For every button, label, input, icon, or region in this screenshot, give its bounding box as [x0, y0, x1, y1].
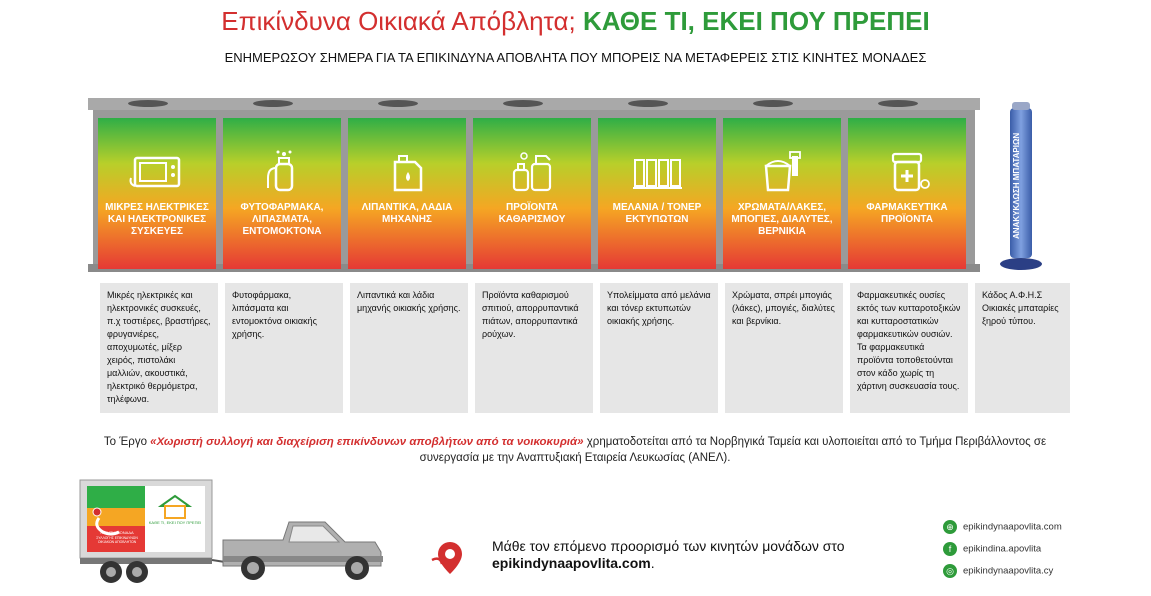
- cta-line: Μάθε τον επόμενο προορισμό των κινητών μονάδων στο: [492, 538, 845, 554]
- title-question: Επικίνδυνα Οικιακά Απόβλητα;: [221, 6, 576, 36]
- project-statement: [80, 434, 1070, 466]
- social-instagram[interactable]: [943, 564, 1053, 578]
- truck-logo-text: ΚΑΘΕ ΤΙ, ΕΚΕΙ ΠΟΥ ΠΡΕΠΕΙ: [148, 520, 202, 525]
- desc-paints-solvents: Χρώματα, σπρέι μπογιάς (λάκες), μπογιές, διαλύτες και βερνίκια.: [725, 283, 843, 413]
- cleaning-products-icon: [504, 148, 560, 194]
- bin-label: ΦΑΡΜΑΚΕΥΤΙΚΑ ΠΡΟΪΟΝΤΑ: [866, 202, 948, 225]
- cta-website-link[interactable]: epikindynaapovlita.com: [492, 555, 651, 571]
- title-slogan: ΚΑΘΕ ΤΙ, ΕΚΕΙ ΠΟΥ ΠΡΕΠΕΙ: [582, 6, 930, 36]
- project-title: «Χωριστή συλλογή και διαχείριση επικίνδυνων αποβλήτων από τα νοικοκυριά»: [150, 436, 584, 448]
- bin-label: ΛΙΠΑΝΤΙΚΑ, ΛΑΔΙΑ ΜΗΧΑΝΗΣ: [361, 202, 453, 225]
- bin-label: ΦΥΤΟΦΑΡΜΑΚΑ, ΛΙΠΑΣΜΑΤΑ, ΕΝΤΟΜΟΚΤΟΝΑ: [240, 202, 324, 237]
- microwave-icon: [129, 148, 185, 194]
- bin-small-electronics: [98, 118, 216, 269]
- bin-label: ΠΡΟΪΟΝΤΑ ΚΑΘΑΡΙΣΜΟΥ: [498, 202, 566, 225]
- cta-dot: .: [650, 555, 655, 571]
- bin-lubricants: [348, 118, 466, 269]
- paint-bucket-icon: [754, 148, 810, 194]
- page-title: [0, 6, 1151, 37]
- instagram-icon: ◎: [943, 564, 957, 578]
- oil-can-icon: [379, 148, 435, 194]
- bin-opening: [753, 100, 793, 107]
- battery-base: [1000, 258, 1042, 270]
- truck-sign-line3: ΟΙΚΙΑΚΩΝ ΑΠΟΒΛΗΤΩΝ: [97, 540, 137, 544]
- spray-bottle-icon: [254, 148, 310, 194]
- ink-cartridges-icon: [629, 148, 685, 194]
- desc-ink-toner: Υπολείμματα από μελάνια και τόνερ εκτυπωτών οικιακής χρήσης.: [600, 283, 718, 413]
- bin-cleaning-products: [473, 118, 591, 269]
- desc-small-electronics: Μικρές ηλεκτρικές και ηλεκτρονικές συσκευές, π.χ τοστιέρες, βραστήρες, φρυγανιέρες, αποχυμωτές, μίξερ χειρός, πιστολάκι μαλλιών, ακουστικά, ηλεκτρικό θερμόμετρα, τηλέφωνα.: [100, 283, 218, 413]
- bin-label: ΜΕΛΑΝΙΑ / ΤΟΝΕΡ ΕΚΤΥΠΩΤΩΝ: [612, 202, 702, 225]
- facebook-icon: f: [943, 542, 957, 556]
- page-subtitle: ΕΝΗΜΕΡΩΣΟΥ ΣΗΜΕΡΑ ΓΙΑ ΤΑ ΕΠΙΚΙΝΔΥΝΑ ΑΠΟΒΛΗΤΑ ΠΟΥ ΜΠΟΡΕΙΣ ΝΑ ΜΕΤΑΦΕΡΕΙΣ ΣΤΙΣ ΚΙΝΗΤΕΣ ΜΟΝΑΔΕΣ: [224, 50, 927, 65]
- bin-opening: [628, 100, 668, 107]
- bin-pesticides: [223, 118, 341, 269]
- battery-recycling-bin: [1000, 102, 1042, 274]
- battery-cap: [1012, 102, 1030, 110]
- social-facebook[interactable]: [943, 542, 1041, 556]
- desc-pesticides: Φυτοφάρμακα, λιπάσματα και εντομοκτόνα οικιακής χρήσης.: [225, 283, 343, 413]
- medicine-bottle-icon: [879, 148, 935, 194]
- project-prefix: Το Έργο: [103, 436, 147, 448]
- project-funding: χρηματοδοτείται από τα Νορβηγικά Ταμεία και υλοποιείται από το Τμήμα Περιβάλλοντος σε συνεργασία με την Αναπτυξιακή Εταιρεία Λευκωσίας (ΑΝΕΛ).: [419, 436, 1047, 464]
- social-website[interactable]: [943, 520, 1062, 534]
- battery-label: ΑΝΑΚΥΚΛΩΣΗ ΜΠΑΤΑΡΙΩΝ: [1012, 132, 1021, 240]
- bin-pharmaceuticals: [848, 118, 966, 269]
- desc-cleaning-products: Προϊόντα καθαρισμού σπιτιού, απορρυπαντικά πιάτων, απορρυπαντικά ρούχων.: [475, 283, 593, 413]
- bin-opening: [128, 100, 168, 107]
- desc-batteries: Κάδος Α.Φ.Η.Σ Οικιακές μπαταρίες ξηρού τύπου.: [975, 283, 1070, 413]
- cta-text: [492, 538, 845, 572]
- social-facebook-text: epikindina.apovlita: [963, 543, 1042, 555]
- truck-sign-line2: ΣΥΛΛΟΓΗΣ ΕΠΙΚΙΝΔΥΝΩΝ: [96, 536, 138, 540]
- bin-opening: [878, 100, 918, 107]
- desc-pharmaceuticals: Φαρμακευτικές ουσίες εκτός των κυτταροτοξικών και κυτταροστατικών φαρμακευτικών ουσιών. Τα φαρμακευτικά προϊόντα τοποθετούνται στον κάδο χωρίς τη χάρτινη συσκευασία τους.: [850, 283, 968, 413]
- unit-top-lid: [88, 98, 980, 110]
- bin-paints-solvents: [723, 118, 841, 269]
- social-instagram-text: epikindynaapovlita.cy: [963, 565, 1054, 577]
- mobile-unit-truck: [75, 478, 415, 588]
- bin-ink-toner: [598, 118, 716, 269]
- globe-icon: ⊕: [943, 520, 957, 534]
- bin-opening: [503, 100, 543, 107]
- bin-label: ΧΡΩΜΑΤΑ/ΛΑΚΕΣ, ΜΠΟΓΙΕΣ, ΔΙΑΛΥΤΕΣ, ΒΕΡΝΙΚΙΑ: [731, 202, 833, 237]
- bin-label: ΜΙΚΡΕΣ ΗΛΕΚΤΡΙΚΕΣ ΚΑΙ ΗΛΕΚΤΡΟΝΙΚΕΣ ΣΥΣΚΕΥΕΣ: [105, 202, 209, 237]
- social-website-text: epikindynaapovlita.com: [963, 521, 1062, 533]
- bin-opening: [378, 100, 418, 107]
- desc-lubricants: Λιπαντικά και λάδια μηχανής οικιακής χρήσης.: [350, 283, 468, 413]
- location-pin-icon: [430, 538, 470, 578]
- bin-opening: [253, 100, 293, 107]
- truck-sign-line1: ΚΙΝΗΤΗ ΜΟΝΑΔΑ: [100, 530, 134, 535]
